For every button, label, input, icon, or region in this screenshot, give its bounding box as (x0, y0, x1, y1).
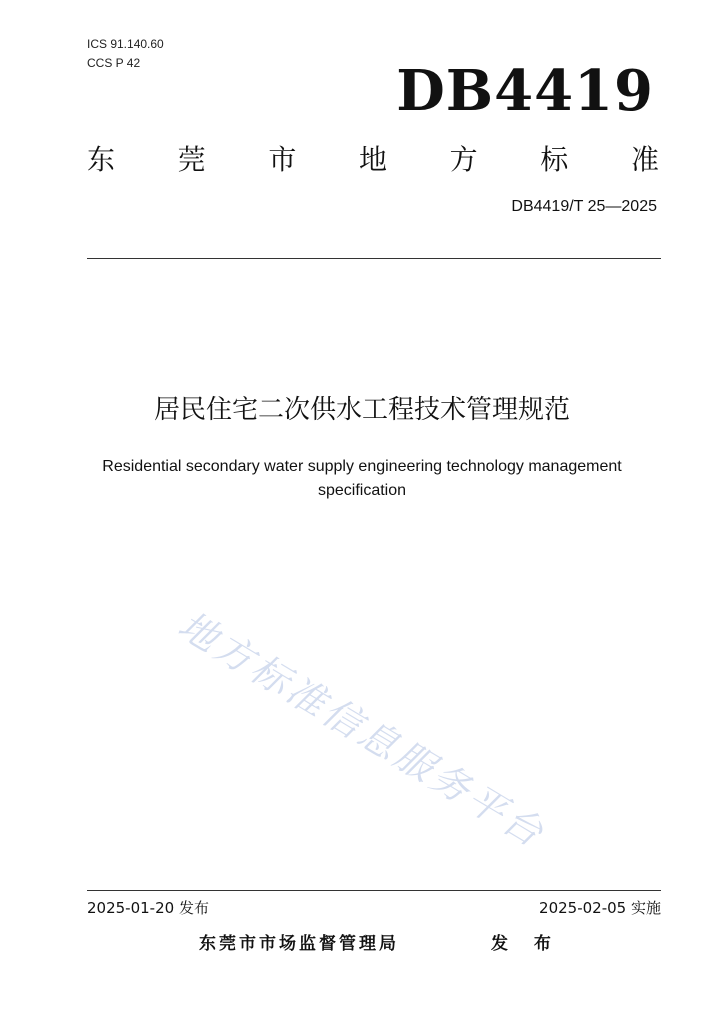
document-title-chinese: 居民住宅二次供水工程技术管理规范 (153, 395, 570, 425)
standard-code-heading: DB4419 (396, 58, 654, 124)
document-number: DB4419/T 25—2025 (511, 198, 657, 215)
issue-date: 2025-01-20 发布 (87, 899, 209, 917)
city-standard-char: 方 (449, 143, 478, 176)
city-standard-char: 标 (540, 143, 569, 176)
city-standard-char: 市 (268, 143, 297, 176)
publish-label: 发 布 (491, 934, 561, 954)
city-standard-char: 东 (87, 143, 116, 176)
platform-watermark: 地方标准信息服务平台 (170, 602, 554, 857)
header-divider (87, 258, 661, 259)
city-standard-char: 地 (358, 143, 387, 176)
implementation-date: 2025-02-05 实施 (539, 899, 661, 917)
footer-divider (87, 890, 661, 891)
ics-code: ICS 91.140.60 (87, 37, 164, 51)
city-standard-label (87, 140, 659, 180)
ccs-code: CCS P 42 (87, 56, 141, 70)
issuing-authority: 东莞市市场监督管理局 (199, 934, 399, 954)
document-title-english: Residential secondary water supply engineering technology management specification (102, 458, 622, 499)
city-standard-char: 莞 (177, 143, 206, 176)
city-standard-char: 准 (630, 143, 659, 176)
